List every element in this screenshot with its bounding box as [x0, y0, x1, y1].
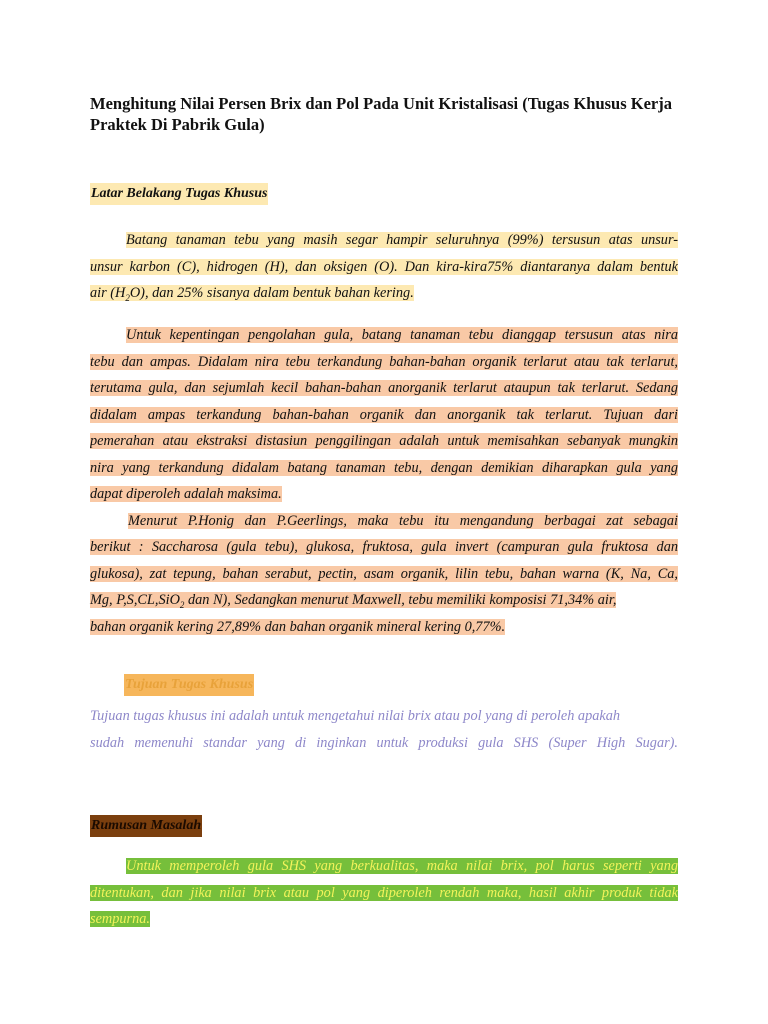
heading-tujuan: Tujuan Tugas Khusus — [124, 674, 254, 696]
text-line: berikut : Saccharosa (gula tebu), glukosa, fruktosa, gula invert (campuran gula fruktosa dan — [90, 539, 678, 555]
text-line: Untuk memperoleh gula SHS yang berkualitas, maka nilai brix, pol harus seperti yang — [126, 858, 678, 874]
text-line: didalam ampas terkandung bahan-bahan organik dan anorganik tak terlarut. Tujuan dari — [90, 406, 678, 423]
heading-latar-belakang: Latar Belakang Tugas Khusus — [90, 183, 268, 205]
text-line: pemerahan atau ekstraksi distasiun penggilingan adalah untuk memisahkan sebanyak mungkin — [90, 433, 678, 449]
text-line: dapat diperoleh adalah maksima. — [90, 486, 282, 502]
text-line: glukosa), zat tepung, bahan serabut, pectin, asam organik, lilin tebu, bahan warna (K, Na, Ca, — [90, 565, 678, 582]
text-line: Untuk kepentingan pengolahan gula, batang tanaman tebu dianggap tersusun atas nira — [126, 327, 678, 343]
text-line: Mg, P,S,CL,SiO$_2$ dan N), Sedangkan menurut Maxwell, tebu memiliki komposisi 71,34% air, — [90, 592, 617, 610]
text-line: sempurna. — [90, 911, 150, 927]
document-title: Menghitung Nilai Persen Brix dan Pol Pada Unit Kristalisasi (Tugas Khusus Kerja Praktek Di Pabrik Gula) — [90, 94, 672, 134]
text-line: terutama gula, dan sejumlah kecil bahan-bahan anorganik terlarut ataupun tak terlarut. Sedang — [90, 380, 678, 396]
text-line: unsur karbon (C), hidrogen (H), dan oksigen (O). Dan kira-kira75% diantaranya dalam bentuk — [90, 258, 678, 275]
text-line: Batang tanaman tebu yang masih segar hampir seluruhnya (99%) tersusun atas unsur- — [126, 232, 678, 248]
text-line: tebu dan ampas. Didalam nira tebu terkandung bahan-bahan organik terlarut atau tak terlarut, — [90, 353, 678, 370]
text-line: ditentukan, dan jika nilai brix atau pol yang diperoleh rendah maka, hasil akhir produk tidak — [90, 884, 678, 901]
text-line: nira yang terkandung didalam batang tanaman tebu, dengan demikian diharapkan gula yang — [90, 459, 678, 476]
text-line: air $(H_2O)$, dan 25% sisanya dalam bentuk bahan kering. — [90, 285, 414, 303]
heading-rumusan-masalah: Rumusan Masalah — [90, 815, 202, 837]
text-line: bahan organik kering 27,89% dan bahan organik mineral kering 0,77%. — [90, 618, 506, 635]
paragraph-tujuan — [90, 703, 678, 756]
paragraph-latar-belakang-1 — [90, 227, 678, 307]
text-line: sudah memenuhi standar yang di inginkan untuk produksi gula SHS (Super High Sugar). — [90, 734, 678, 751]
subscript: 2 — [125, 292, 130, 303]
text-line: Menurut P.Honig dan P.Geerlings, maka tebu itu mengandung berbagai zat sebagai — [128, 512, 678, 529]
paragraph-rumusan-masalah — [90, 853, 678, 933]
text-line: Tujuan tugas khusus ini adalah untuk mengetahui nilai brix atau pol yang di peroleh apakah — [90, 708, 621, 724]
paragraph-latar-belakang-2 — [90, 322, 678, 640]
subscript: 2 — [179, 599, 185, 610]
